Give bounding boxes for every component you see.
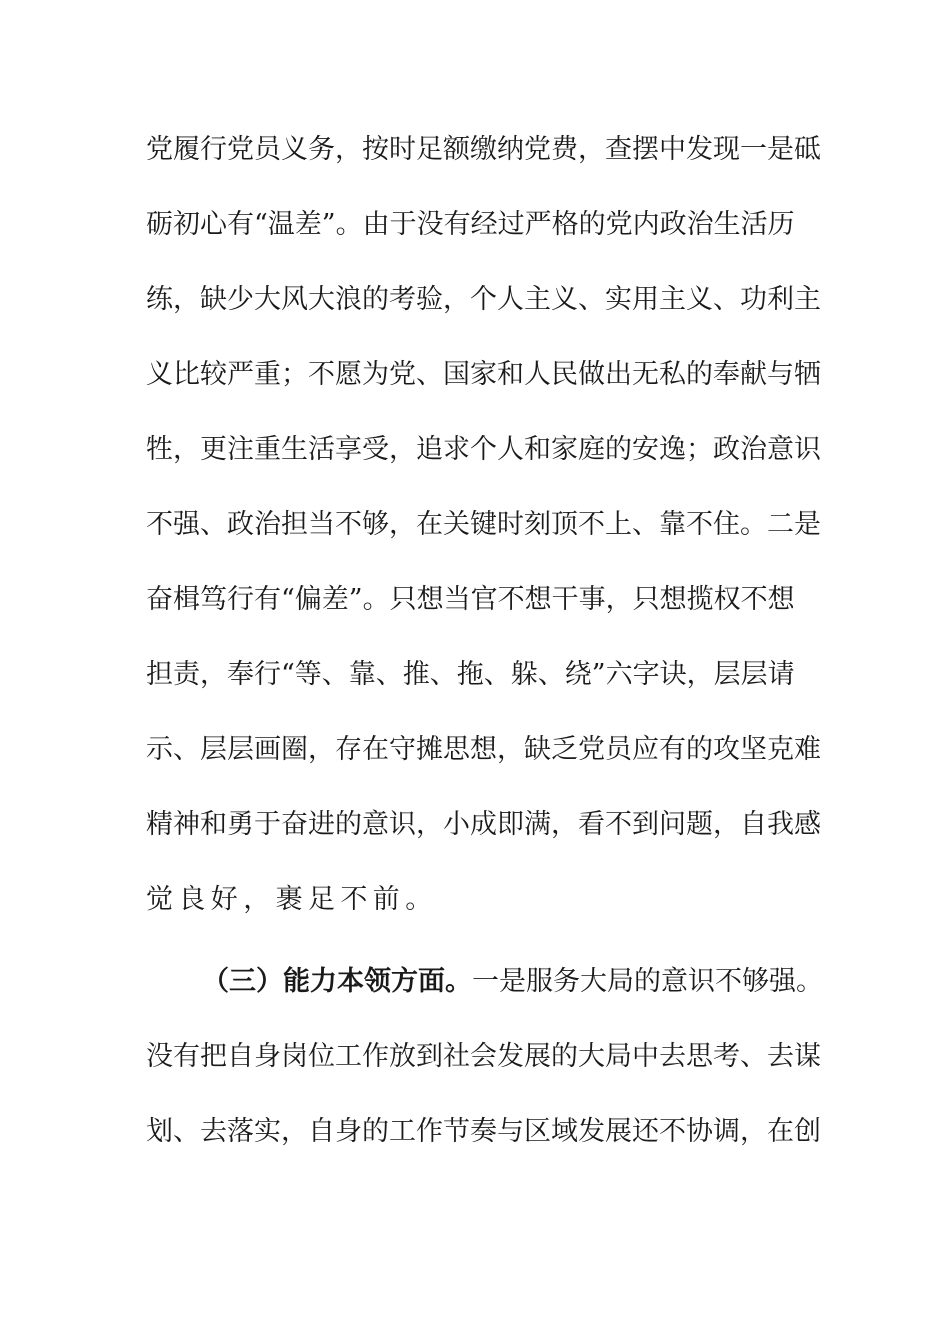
body-text-line: 示、层层画圈，存在守摊思想，缺乏党员应有的攻坚克难 — [146, 734, 821, 765]
body-text-line: 不强、政治担当不够，在关键时刻顶不上、靠不住。二是 — [146, 509, 821, 540]
body-text-line: 奋楫笃行有“偏差”。只想当官不想干事，只想揽权不想 — [146, 584, 795, 615]
body-text-line: 义比较严重；不愿为党、国家和人民做出无私的奉献与牺 — [146, 359, 821, 390]
body-text-line: 觉良好，裹足不前。 — [146, 884, 438, 915]
body-text-line: 担责，奉行“等、靠、推、拖、躲、绕”六字诀，层层请 — [146, 659, 795, 690]
body-text-line: 牲，更注重生活享受，追求个人和家庭的安逸；政治意识 — [146, 434, 821, 465]
body-text-line: 党履行党员义务，按时足额缴纳党费，查摆中发现一是砥 — [146, 134, 821, 165]
section-first-line-text: 一是服务大局的意识不够强。 — [472, 966, 823, 997]
section-heading: （三）能力本领方面。 — [202, 966, 472, 997]
body-text-line: 没有把自身岗位工作放到社会发展的大局中去思考、去谋 — [146, 1041, 821, 1072]
body-text-line: 砺初心有“温差”。由于没有经过严格的党内政治生活历 — [146, 209, 795, 240]
section-first-line — [202, 962, 823, 1002]
body-text-line: 划、去落实，自身的工作节奏与区域发展还不协调，在创 — [146, 1116, 821, 1147]
body-text-line: 练，缺少大风大浪的考验，个人主义、实用主义、功利主 — [146, 284, 821, 315]
body-text-line: 精神和勇于奋进的意识，小成即满，看不到问题，自我感 — [146, 809, 821, 840]
